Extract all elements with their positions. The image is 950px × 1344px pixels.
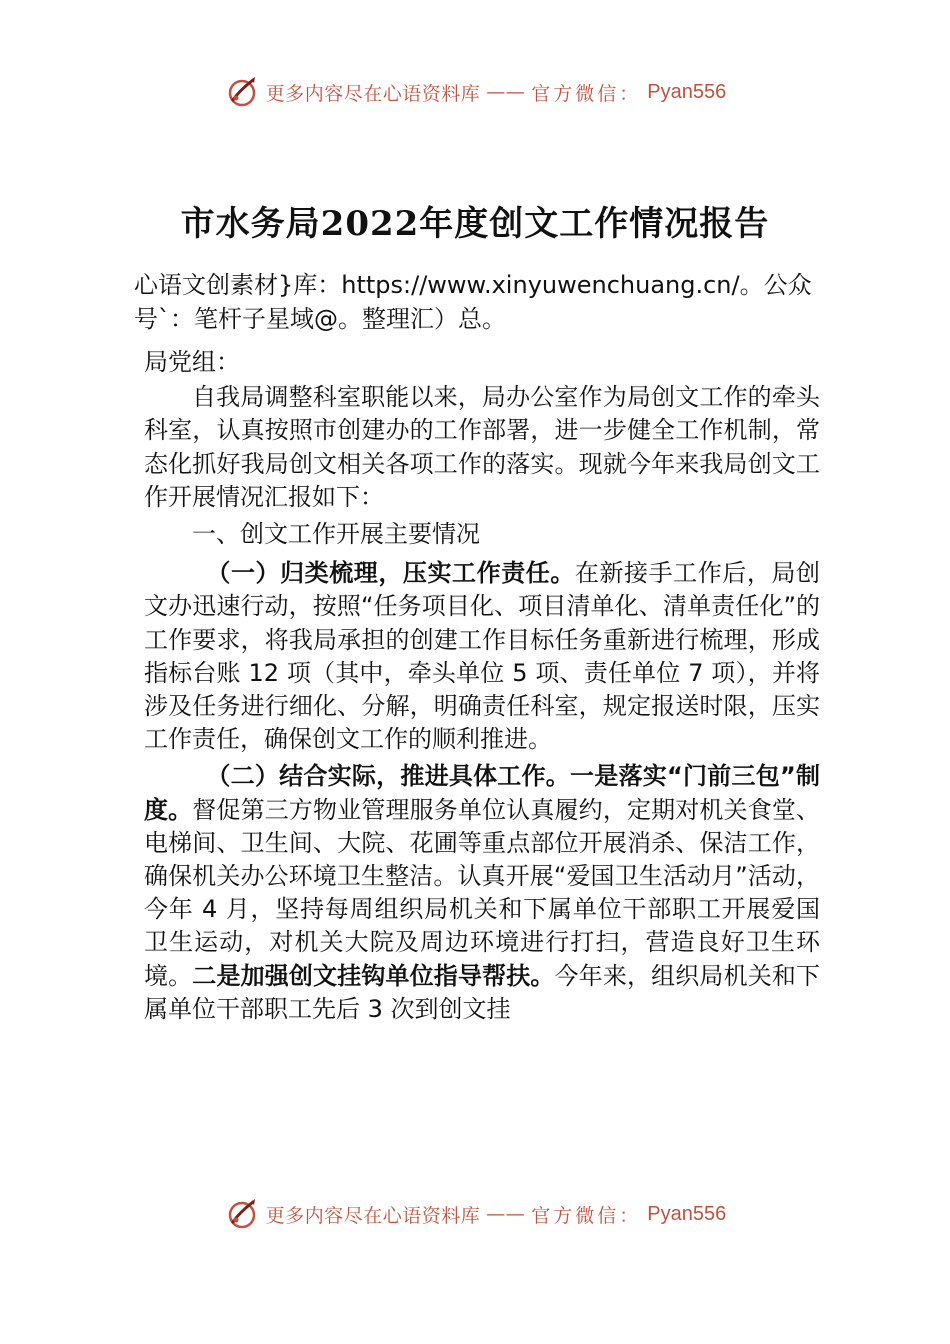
banner-wechat-label: 官方微信： [531, 1204, 642, 1227]
paragraph-one [144, 557, 820, 756]
footer-watermark-banner [0, 1192, 950, 1236]
paragraph-two-text: 督促第三方物业管理服务单位认真履约，定期对机关食堂、电梯间、卫生间、大院、花圃等重点部位开展消杀、保洁工作，确保机关办公环境卫生整洁。认真开展“爱国卫生活动月”活动，今年 4 月，坚持每周组织局机关和下属单位干部职工开展爱国卫生运动，对机关大院及周边环境进行打扫，营造良好卫生环境。 [144, 795, 820, 990]
paragraph-two-subheading: 二是加强创文挂钩单位指导帮扶。 [192, 961, 555, 990]
intro-paragraph: 自我局调整科室职能以来，局办公室作为局创文工作的牵头科室，认真按照市创建办的工作部署，进一步健全工作机制，常态化抓好我局创文相关各项工作的落实。现就今年来我局创文工作开展情况汇报如下： [144, 383, 820, 511]
banner-text: 更多内容尽在心语资料库 [265, 1204, 481, 1227]
paragraph-one-heading: （一）归类梳理，压实工作责任。 [206, 559, 575, 588]
banner-wechat-id: Pyan556 [647, 1202, 727, 1225]
salutation: 局党组： [144, 348, 240, 376]
banner-wechat-label: 官方微信： [531, 82, 642, 105]
banner-wechat-id: Pyan556 [647, 80, 727, 103]
document-title: 市水务局2022年度创文工作情况报告 [180, 204, 770, 244]
header-watermark-banner [0, 70, 950, 114]
pen-seal-logo-icon [224, 74, 260, 110]
paragraph-two-text-continued: 今年来，组织局机关和下属单位干部职工先后 3 次到创文挂 [144, 961, 821, 1023]
paragraph-one-text: 在新接手工作后，局创文办迅速行动，按照“任务项目化、项目清单化、清单责任化”的工作要求，将我局承担的创建工作目标任务重新进行梳理，形成指标台账 12 项（其中，牵头单位 5 项、责任单位 7 项），并将涉及任务进行细化、分解，明确责任科室，规定报送时限，压实工作责任，确保创文工作的顺利推进。 [144, 559, 821, 754]
paragraph-two [144, 760, 820, 1026]
banner-dash: —— [486, 1203, 526, 1225]
paragraph-two-heading: （二）结合实际，推进具体工作。一是落实“门前三包”制度。 [144, 762, 820, 824]
banner-text: 更多内容尽在心语资料库 [265, 82, 481, 105]
source-notice: 心语文创素材}库：https://www.xinyuwenchuang.cn/。公众号`：笔杆子星域@。整理汇）总。 [134, 271, 812, 333]
section-heading: 一、创文工作开展主要情况 [192, 520, 480, 549]
document-body [144, 346, 820, 1030]
banner-dash: —— [486, 81, 526, 103]
pen-seal-logo-icon [224, 1196, 260, 1232]
